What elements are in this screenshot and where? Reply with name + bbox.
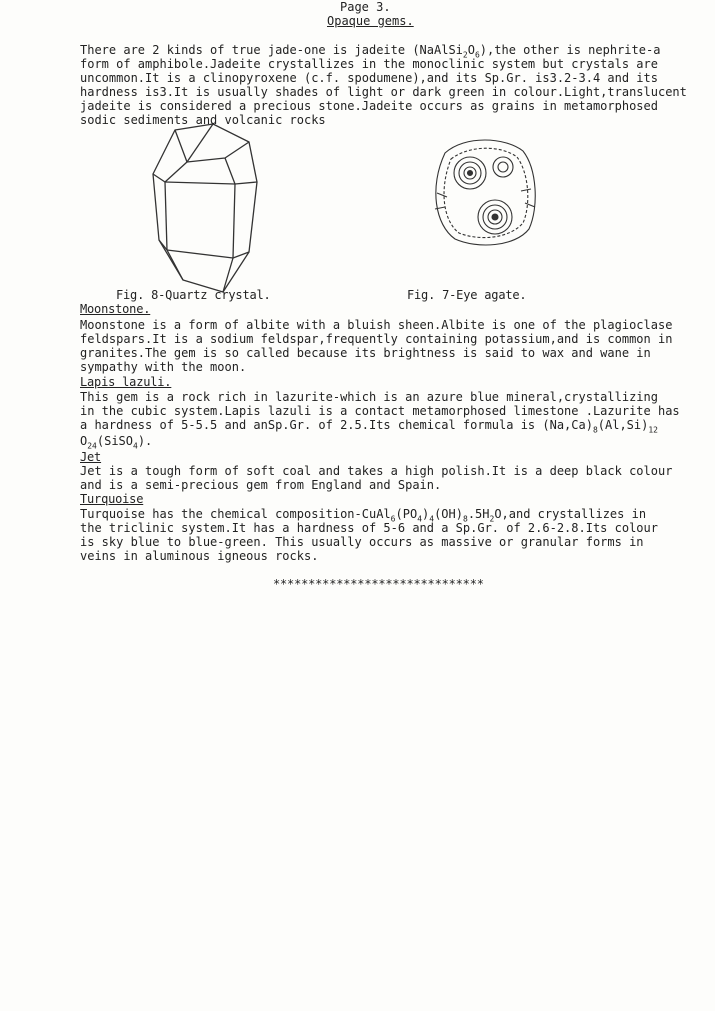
quartz-crystal-drawing — [145, 122, 275, 294]
lapis-line: a hardness of 5-5.5 and anSp.Gr. of 2.5.Its chemical formula is $(Na,Ca)_8(Al,Si)_{12}$ — [80, 418, 658, 435]
jet-paragraph — [80, 464, 672, 492]
page-title: Opaque gems. — [327, 14, 414, 28]
intro-line: hardness is3.It is usually shades of light or dark green in colour.Light,translucent — [80, 85, 687, 99]
turquoise-heading: Turquoise — [80, 492, 144, 506]
intro-line: form of amphibole.Jadeite crystallizes in the monoclinic system but crystals are — [80, 57, 658, 71]
turquoise-line: is sky blue to blue-green. This usually occurs as massive or granular forms in — [80, 535, 644, 549]
turquoise-line: the triclinic system.It has a hardness of 5-6 and a Sp.Gr. of 2.6-2.8.Its colour — [80, 521, 658, 535]
moonstone-line: granites.The gem is so called because its brightness is said to wax and wane in — [80, 346, 651, 360]
lapis-line: This gem is a rock rich in lazurite-which is an azure blue mineral,crystallizing — [80, 390, 658, 404]
moonstone-line: feldspars.It is a sodium feldspar,frequently containing potassium,and is common in — [80, 332, 673, 346]
intro-line: uncommon.It is a clinopyroxene (c.f. spodumene),and its Sp.Gr. is3.2-3.4 and its — [80, 71, 658, 85]
agate-caption: Fig. 7-Eye agate. — [407, 288, 527, 302]
jet-line: Jet is a tough form of soft coal and takes a high polish.It is a deep black colour — [80, 464, 673, 478]
moonstone-heading: Moonstone. — [80, 302, 151, 316]
moonstone-line: Moonstone is a form of albite with a bluish sheen.Albite is one of the plagioclase — [80, 318, 673, 332]
lapis-paragraph — [80, 390, 680, 451]
eye-agate-drawing — [425, 133, 543, 251]
page-number: Page 3. — [340, 0, 391, 14]
lapis-line: $O_{24}(SiSO_4)$. — [80, 434, 153, 451]
lapis-heading: Lapis lazuli. — [80, 375, 172, 389]
end-rule: ****************************** — [273, 577, 484, 591]
lapis-line: in the cubic system.Lapis lazuli is a contact metamorphosed limestone .Lazurite has — [80, 404, 680, 418]
moonstone-line: sympathy with the moon. — [80, 360, 247, 374]
quartz-caption: Fig. 8-Quartz crystal. — [116, 288, 271, 302]
intro-line: There are 2 kinds of true jade-one is jadeite $(NaAlSi_2O_6),the$ other is nephrite-a — [80, 43, 661, 60]
moonstone-paragraph — [80, 318, 672, 374]
intro-line: jadeite is considered a precious stone.Jadeite occurs as grains in metamorphosed — [80, 99, 658, 113]
intro-paragraph — [80, 43, 687, 127]
intro-line: sodic sediments and volcanic rocks — [80, 113, 326, 127]
turquoise-line: Turquoise has the chemical composition-$CuAl_6(PO_4)_4(OH)_8.5H_2O,and$ crystallizes in — [80, 507, 647, 524]
turquoise-line: veins in aluminous igneous rocks. — [80, 549, 319, 563]
jet-heading: Jet — [80, 450, 102, 464]
jet-line: and is a semi-precious gem from England and Spain. — [80, 478, 442, 492]
turquoise-paragraph — [80, 507, 658, 563]
